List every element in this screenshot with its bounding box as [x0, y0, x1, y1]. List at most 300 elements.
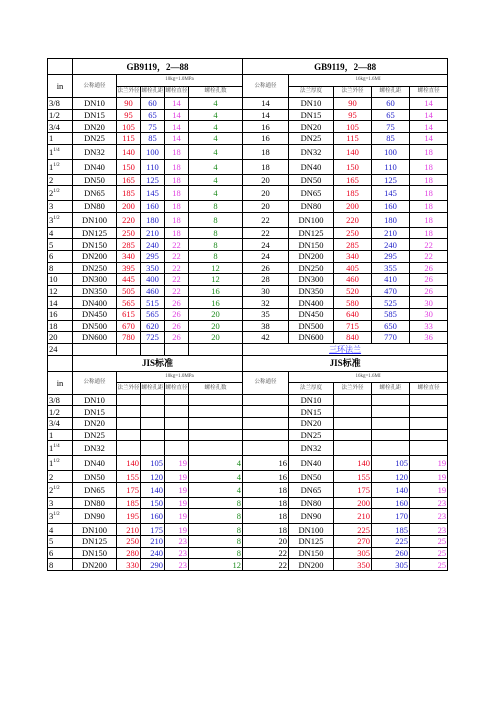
flange-outer-diameter: 105	[117, 121, 141, 133]
nominal-diameter: DN200	[73, 559, 117, 571]
bolt-diameter	[165, 394, 189, 406]
bolt-count: 8	[189, 536, 243, 548]
flange-outer-diameter: 150	[117, 159, 141, 174]
bolt-circle-right: 295	[372, 250, 410, 262]
bolt-circle-right: 225	[372, 536, 410, 548]
inch-size	[48, 456, 73, 471]
inch-size: 3	[48, 497, 73, 509]
flange-outer-diameter-right: 305	[334, 547, 372, 559]
bolt-circle-right: 185	[372, 524, 410, 536]
bolt-diameter: 18	[165, 186, 189, 201]
nominal-diameter: DN65	[73, 482, 117, 497]
bolt-count: 8	[189, 239, 243, 251]
col-header-nominal-diameter: 公称通径	[73, 75, 117, 98]
bolt-circle: 100	[141, 144, 165, 159]
bolt-count: 4	[189, 98, 243, 110]
flange-outer-diameter-right: 715	[334, 320, 372, 332]
nominal-diameter-right: DN350	[289, 285, 334, 297]
nominal-diameter: DN10	[73, 394, 117, 406]
bolt-circle-right: 125	[372, 174, 410, 186]
nominal-diameter-right: DN15	[289, 109, 334, 121]
nominal-diameter: DN350	[73, 285, 117, 297]
bolt-diameter: 18	[165, 212, 189, 227]
nominal-diameter-right: DN15	[289, 406, 334, 418]
flange-outer-diameter-right: 90	[334, 98, 372, 110]
bolt-diameter	[165, 441, 189, 456]
bolt-diameter: 23	[165, 547, 189, 559]
bolt-diameter: 14	[165, 121, 189, 133]
bolt-circle	[141, 394, 165, 406]
nominal-diameter-right: DN150	[289, 547, 334, 559]
bolt-count: 20	[189, 308, 243, 320]
flange-thickness	[243, 406, 289, 418]
nominal-diameter: DN15	[73, 109, 117, 121]
inch-size: 1/2	[48, 406, 73, 418]
bolt-diameter-right: 18	[410, 144, 448, 159]
inch-whole: 1	[49, 146, 54, 157]
inch-fraction: 1/2	[53, 486, 60, 492]
blank-cell	[165, 343, 189, 355]
bolt-diameter: 14	[165, 132, 189, 144]
bolt-diameter-right: 14	[410, 132, 448, 144]
nominal-diameter-right: DN200	[289, 559, 334, 571]
flange-thickness: 42	[243, 332, 289, 344]
nominal-diameter-right: DN40	[289, 159, 334, 174]
flange-table	[47, 58, 448, 571]
flange-outer-diameter-right: 200	[334, 497, 372, 509]
inch-fraction: 1/4	[53, 147, 60, 153]
bolt-count: 8	[189, 201, 243, 213]
inch-fraction: 1/2	[53, 512, 60, 518]
bolt-diameter-right: 26	[410, 262, 448, 274]
bolt-circle-right: 110	[372, 159, 410, 174]
flange-outer-diameter-right: 165	[334, 174, 372, 186]
table-row	[48, 536, 448, 548]
table-row	[48, 274, 448, 286]
inch-size: 1	[48, 429, 73, 441]
bolt-circle-right	[372, 406, 410, 418]
inch-size: 3/4	[48, 121, 73, 133]
bolt-circle: 400	[141, 274, 165, 286]
bolt-diameter-right: 25	[410, 536, 448, 548]
bolt-diameter: 22	[165, 239, 189, 251]
bolt-circle-right: 240	[372, 239, 410, 251]
flange-thickness: 20	[243, 536, 289, 548]
inch-size: 4	[48, 524, 73, 536]
flange-thickness: 28	[243, 274, 289, 286]
table-row	[48, 509, 448, 524]
flange-outer-diameter: 220	[117, 212, 141, 227]
section-title-right: GB9119，2—88	[243, 59, 448, 75]
col-header-left-3: 螺栓直径	[165, 86, 189, 98]
bolt-diameter-right	[410, 441, 448, 456]
flange-outer-diameter-right: 250	[334, 227, 372, 239]
bolt-circle-right	[372, 429, 410, 441]
nominal-diameter-right: DN100	[289, 212, 334, 227]
table-row	[48, 559, 448, 571]
table-row	[48, 429, 448, 441]
bolt-circle-right: 260	[372, 547, 410, 559]
inch-fraction: 1/2	[53, 189, 60, 195]
inch-whole: 2	[49, 484, 54, 495]
table-row	[48, 456, 448, 471]
flange-thickness: 18	[243, 144, 289, 159]
bolt-circle-right: 525	[372, 297, 410, 309]
bolt-diameter: 23	[165, 559, 189, 571]
bolt-count: 4	[189, 144, 243, 159]
inch-whole: 1	[49, 443, 54, 454]
col-header-nominal-diameter-right: 公称通径	[243, 75, 289, 98]
nominal-diameter: DN80	[73, 201, 117, 213]
table-row	[48, 186, 448, 201]
nominal-diameter-right: DN80	[289, 201, 334, 213]
inch-size: 3/8	[48, 394, 73, 406]
nominal-diameter: DN200	[73, 250, 117, 262]
flange-outer-diameter-right	[334, 429, 372, 441]
table-row	[48, 297, 448, 309]
bolt-diameter-right	[410, 429, 448, 441]
nominal-diameter-right: DN32	[289, 441, 334, 456]
bolt-diameter-right: 25	[410, 547, 448, 559]
flange-outer-diameter: 285	[117, 239, 141, 251]
section-title-right: JIS标准	[243, 355, 448, 371]
bolt-circle-right	[372, 394, 410, 406]
bolt-circle-right: 100	[372, 144, 410, 159]
nominal-diameter-right: DN50	[289, 174, 334, 186]
table-row	[48, 285, 448, 297]
bolt-count	[189, 394, 243, 406]
nominal-diameter: DN25	[73, 429, 117, 441]
table-row	[48, 394, 448, 406]
bolt-count: 16	[189, 285, 243, 297]
nominal-diameter-right: DN10	[289, 394, 334, 406]
flange-thickness: 22	[243, 227, 289, 239]
bolt-diameter	[165, 429, 189, 441]
bolt-circle-right: 210	[372, 227, 410, 239]
col-header-left-4: 螺栓孔数	[189, 383, 243, 395]
bolt-diameter-right: 22	[410, 250, 448, 262]
bolt-diameter-right: 14	[410, 121, 448, 133]
flange-thickness: 22	[243, 547, 289, 559]
flange-thickness: 14	[243, 98, 289, 110]
flange-outer-diameter: 280	[117, 547, 141, 559]
bolt-diameter: 19	[165, 456, 189, 471]
pressure-rating-right: 16kg=1.6MI	[289, 75, 448, 87]
flange-thickness: 16	[243, 132, 289, 144]
bolt-diameter: 19	[165, 497, 189, 509]
bolt-count: 8	[189, 250, 243, 262]
bolt-circle-right: 160	[372, 201, 410, 213]
bolt-circle: 210	[141, 227, 165, 239]
col-header-left-3: 螺栓直径	[165, 383, 189, 395]
bolt-diameter-right	[410, 418, 448, 430]
flange-outer-diameter: 185	[117, 497, 141, 509]
bolt-circle-right: 305	[372, 559, 410, 571]
bolt-circle: 110	[141, 159, 165, 174]
bolt-count	[189, 441, 243, 456]
bolt-circle: 240	[141, 547, 165, 559]
flange-outer-diameter: 505	[117, 285, 141, 297]
bolt-diameter: 23	[165, 536, 189, 548]
inch-whole: 1	[49, 458, 54, 469]
blank-cell	[48, 59, 73, 75]
blank-cell	[117, 343, 141, 355]
table-row	[48, 418, 448, 430]
bolt-circle-right: 65	[372, 109, 410, 121]
bolt-circle-right: 60	[372, 98, 410, 110]
bolt-count: 4	[189, 482, 243, 497]
bolt-count: 12	[189, 559, 243, 571]
bolt-diameter-right: 23	[410, 524, 448, 536]
inch-size: 12	[48, 285, 73, 297]
flange-outer-diameter-right	[334, 418, 372, 430]
flange-outer-diameter-right: 210	[334, 509, 372, 524]
flange-thickness: 35	[243, 308, 289, 320]
nominal-diameter-right: DN300	[289, 274, 334, 286]
flange-outer-diameter-right: 95	[334, 109, 372, 121]
bolt-count: 4	[189, 471, 243, 483]
inch-size: 5	[48, 536, 73, 548]
nominal-diameter: DN100	[73, 212, 117, 227]
inch-size: 1	[48, 132, 73, 144]
nominal-diameter-right: DN20	[289, 418, 334, 430]
flange-outer-diameter-right: 580	[334, 297, 372, 309]
bolt-circle-right: 85	[372, 132, 410, 144]
col-header-right-3: 螺栓直径	[410, 86, 448, 98]
bolt-circle: 620	[141, 320, 165, 332]
table-row	[48, 471, 448, 483]
bolt-circle-right	[372, 418, 410, 430]
bolt-count: 8	[189, 509, 243, 524]
table-row	[48, 227, 448, 239]
nominal-diameter: DN20	[73, 121, 117, 133]
flange-outer-diameter: 140	[117, 456, 141, 471]
bolt-circle: 60	[141, 98, 165, 110]
flange-outer-diameter: 615	[117, 308, 141, 320]
bolt-circle-right: 355	[372, 262, 410, 274]
bolt-diameter: 26	[165, 332, 189, 344]
nominal-diameter-right: DN250	[289, 262, 334, 274]
inch-size: 2	[48, 174, 73, 186]
pressure-rating-left: 10kg=1.0MPa	[117, 371, 243, 383]
bolt-circle-right: 160	[372, 497, 410, 509]
bolt-count: 4	[189, 109, 243, 121]
flange-outer-diameter-right: 185	[334, 186, 372, 201]
bolt-count: 8	[189, 547, 243, 559]
col-header-right-3: 螺栓直径	[410, 383, 448, 395]
nominal-diameter-right: DN500	[289, 320, 334, 332]
nominal-diameter-right: DN200	[289, 250, 334, 262]
flange-thickness: 26	[243, 262, 289, 274]
bolt-circle: 65	[141, 109, 165, 121]
nominal-diameter: DN250	[73, 262, 117, 274]
nominal-diameter: DN40	[73, 456, 117, 471]
bolt-circle-right: 470	[372, 285, 410, 297]
nominal-diameter: DN500	[73, 320, 117, 332]
bolt-count: 4	[189, 174, 243, 186]
flange-outer-diameter-right: 460	[334, 274, 372, 286]
table-row	[48, 482, 448, 497]
inch-whole: 3	[49, 214, 54, 225]
nominal-diameter: DN125	[73, 227, 117, 239]
flange-thickness: 20	[243, 201, 289, 213]
nominal-diameter: DN20	[73, 418, 117, 430]
inch-size: 3/4	[48, 418, 73, 430]
bolt-circle: 565	[141, 308, 165, 320]
bolt-count: 4	[189, 121, 243, 133]
flange-outer-diameter-right: 140	[334, 144, 372, 159]
blank-cell	[73, 343, 117, 355]
flange-outer-diameter-right: 640	[334, 308, 372, 320]
bolt-count: 4	[189, 159, 243, 174]
bolt-circle: 725	[141, 332, 165, 344]
flange-thickness: 24	[243, 239, 289, 251]
table-row	[48, 159, 448, 174]
bolt-diameter: 18	[165, 159, 189, 174]
flange-thickness: 16	[243, 121, 289, 133]
col-header-left-2: 螺栓孔距	[141, 86, 165, 98]
bolt-circle: 160	[141, 201, 165, 213]
flange-outer-diameter: 250	[117, 227, 141, 239]
flange-outer-diameter-right: 405	[334, 262, 372, 274]
bolt-diameter: 18	[165, 144, 189, 159]
nominal-diameter: DN100	[73, 524, 117, 536]
flange-outer-diameter-right: 200	[334, 201, 372, 213]
bolt-count: 4	[189, 132, 243, 144]
table-row	[48, 121, 448, 133]
bolt-circle-right: 75	[372, 121, 410, 133]
bolt-diameter-right: 18	[410, 186, 448, 201]
bolt-diameter-right: 19	[410, 471, 448, 483]
flange-thickness: 18	[243, 159, 289, 174]
flange-outer-diameter: 565	[117, 297, 141, 309]
flange-outer-diameter: 90	[117, 98, 141, 110]
flange-outer-diameter-right: 105	[334, 121, 372, 133]
link-cell	[243, 343, 448, 355]
flange-outer-diameter: 780	[117, 332, 141, 344]
table-row	[48, 406, 448, 418]
flange-outer-diameter-right: 115	[334, 132, 372, 144]
inch-size: 18	[48, 320, 73, 332]
bolt-diameter: 19	[165, 524, 189, 536]
bolt-diameter	[165, 406, 189, 418]
col-header-left-1: 法兰外径	[117, 383, 141, 395]
flange-outer-diameter: 395	[117, 262, 141, 274]
bolt-circle	[141, 406, 165, 418]
flange-outer-diameter: 175	[117, 482, 141, 497]
nominal-diameter: DN150	[73, 547, 117, 559]
blank-cell	[48, 355, 73, 371]
bolt-circle: 75	[141, 121, 165, 133]
nominal-diameter: DN450	[73, 308, 117, 320]
flange-outer-diameter-right: 175	[334, 482, 372, 497]
bolt-diameter-right: 19	[410, 482, 448, 497]
flange-outer-diameter: 200	[117, 201, 141, 213]
flange-thickness: 18	[243, 482, 289, 497]
flange-outer-diameter-right: 155	[334, 471, 372, 483]
flange-thickness: 18	[243, 509, 289, 524]
nominal-diameter-right: DN125	[289, 227, 334, 239]
in-label: in	[48, 371, 73, 394]
nominal-diameter-right: DN25	[289, 429, 334, 441]
nominal-diameter-right: DN25	[289, 132, 334, 144]
bolt-diameter: 22	[165, 274, 189, 286]
flange-outer-diameter	[117, 441, 141, 456]
bolt-circle-right: 410	[372, 274, 410, 286]
table-row	[48, 174, 448, 186]
bolt-circle	[141, 441, 165, 456]
pressure-rating-left: 10kg=1.0MPa	[117, 75, 243, 87]
flange-thickness: 18	[243, 497, 289, 509]
bolt-diameter: 19	[165, 509, 189, 524]
bolt-circle-right: 650	[372, 320, 410, 332]
pressure-rating-right: 16kg=1.6MI	[289, 371, 448, 383]
flange-thickness	[243, 418, 289, 430]
bolt-circle: 105	[141, 456, 165, 471]
bolt-circle-right: 145	[372, 186, 410, 201]
bolt-diameter-right: 25	[410, 559, 448, 571]
bolt-count: 8	[189, 524, 243, 536]
bolt-circle: 120	[141, 471, 165, 483]
bolt-diameter	[165, 418, 189, 430]
flange-thickness	[243, 394, 289, 406]
table-row	[48, 308, 448, 320]
table-row	[48, 332, 448, 344]
inch-fraction: 1/2	[53, 459, 60, 465]
inch-size	[48, 441, 73, 456]
flange-outer-diameter: 250	[117, 536, 141, 548]
flange-thickness	[243, 429, 289, 441]
inch-size: 16	[48, 308, 73, 320]
bolt-diameter: 19	[165, 482, 189, 497]
bolt-count: 4	[189, 456, 243, 471]
flange-thickness: 24	[243, 250, 289, 262]
bolt-diameter: 14	[165, 109, 189, 121]
nominal-diameter-right: DN600	[289, 332, 334, 344]
inch-fraction: 1/2	[53, 215, 60, 221]
bolt-diameter-right: 36	[410, 332, 448, 344]
flange-outer-diameter-right	[334, 406, 372, 418]
inch-whole: 2	[49, 188, 54, 199]
bolt-circle	[141, 418, 165, 430]
inch-size: 3/8	[48, 98, 73, 110]
section-title-left: JIS标准	[73, 355, 243, 371]
flange-outer-diameter: 95	[117, 109, 141, 121]
flange-outer-diameter	[117, 418, 141, 430]
inch-size	[48, 482, 73, 497]
inch-size: 3	[48, 201, 73, 213]
bolt-circle: 175	[141, 524, 165, 536]
inch-size	[48, 509, 73, 524]
table-row	[48, 250, 448, 262]
bolt-circle: 125	[141, 174, 165, 186]
inch-whole: 3	[49, 511, 54, 522]
bolt-count: 20	[189, 332, 243, 344]
inch-size: 1/2	[48, 109, 73, 121]
three-ring-flange-link[interactable]: 三环法兰	[329, 344, 362, 354]
col-header-left-2: 螺栓孔距	[141, 383, 165, 395]
bolt-circle-right: 120	[372, 471, 410, 483]
col-header-nominal-diameter: 公称通径	[73, 371, 117, 394]
inch-size: 5	[48, 239, 73, 251]
bolt-diameter-right: 18	[410, 212, 448, 227]
flange-thickness: 22	[243, 559, 289, 571]
table-row	[48, 109, 448, 121]
nominal-diameter-right: DN100	[289, 524, 334, 536]
nominal-diameter: DN150	[73, 239, 117, 251]
flange-outer-diameter	[117, 394, 141, 406]
nominal-diameter: DN300	[73, 274, 117, 286]
